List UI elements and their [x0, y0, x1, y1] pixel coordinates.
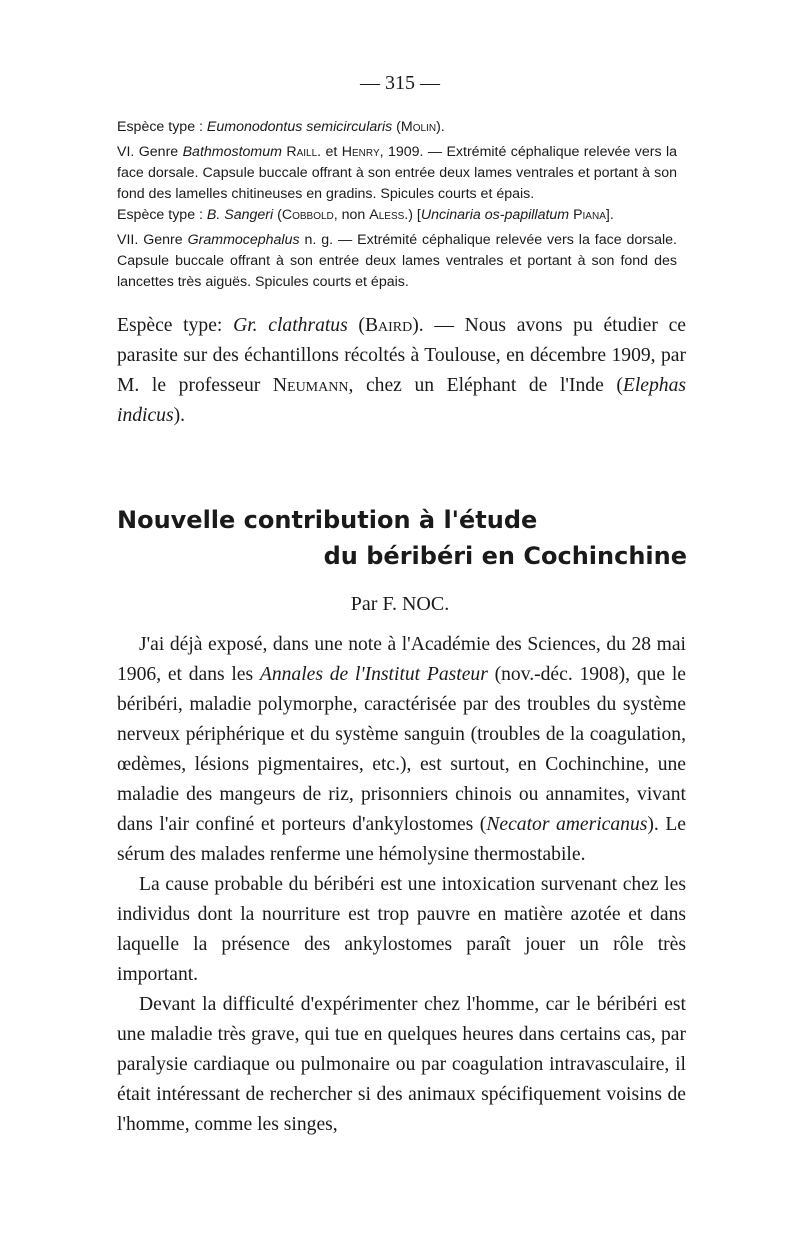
- title-line-1: Nouvelle contribution à l'étude: [117, 506, 538, 534]
- genus-bathmostomum: VI. Genre Bathmostomum Raill. et Henry, 1909. — Extrémité céphalique relevée vers la face dorsale. Capsule buccale offrant à son entrée deux lames ventrales et portant à son fond des lamelles chitineuses en gradins. Spicules courts et épais.: [117, 144, 677, 202]
- paragraph-1: J'ai déjà exposé, dans une note à l'Académie des Sciences, du 28 mai 1906, et dans les Annales de l'Institut Pasteur (nov.-déc. 1908), que le béribéri, maladie polymorphe, caractérisée par des troubles du système nerveux périphérique et du système sanguin (troubles de la coagulation, œdèmes, lésions pigmentaires, etc.), est surtout, en Cochinchine, une maladie des mangeurs de riz, prisonniers chinois ou annamites, vivant dans l'air confiné et porteurs d'ankylostomes (Necator americanus). Le sérum des malades renferme une hémolysine thermostabile.: [117, 634, 686, 865]
- genus-grammocephalus: VII. Genre Grammocephalus n. g. — Extrémité céphalique relevée vers la face dorsale. Capsule buccale offrant à son entrée deux lames ventrales et portant à son fond des lancettes très aiguës. Spicules courts et épais.: [117, 232, 677, 290]
- type-species-sangeri: Espèce type : B. Sangeri (Cobbold, non Aless.) [Uncinaria os-papillatum Piana].: [117, 207, 614, 223]
- type-species-paragraph: Espèce type: Gr. clathratus (Baird). — Nous avons pu étudier ce parasite sur des échantillons récoltés à Toulouse, en décembre 1909, par M. le professeur Neumann, chez un Eléphant de l'Inde (Elephas indicus).: [117, 315, 687, 426]
- page-number: — 315 —: [360, 72, 440, 94]
- article-author: Par F. NOC.: [350, 593, 450, 615]
- paragraph-2: La cause probable du béribéri est une intoxication survenant chez les individus dont la nourriture est trop pauvre en matière azotée et dans laquelle la présence des ankylostomes paraît jouer un rôle très important.: [117, 874, 686, 985]
- type-species-eumonodontus: Espèce type : Eumonodontus semicircularis (Molin).: [117, 119, 445, 135]
- paragraph-3: Devant la difficulté d'expérimenter chez l'homme, car le béribéri est une maladie très grave, qui tue en quelques heures dans certains cas, par paralysie cardiaque ou pulmonaire ou par coagulation intravasculaire, il était intéressant de rechercher si des animaux spécifiquement voisins de l'homme, comme les singes,: [117, 994, 686, 1135]
- article-title: [117, 502, 687, 574]
- article-body: [117, 630, 686, 1140]
- genus-list: [117, 117, 677, 293]
- title-line-2: du béribéri en Cochinchine: [323, 542, 687, 570]
